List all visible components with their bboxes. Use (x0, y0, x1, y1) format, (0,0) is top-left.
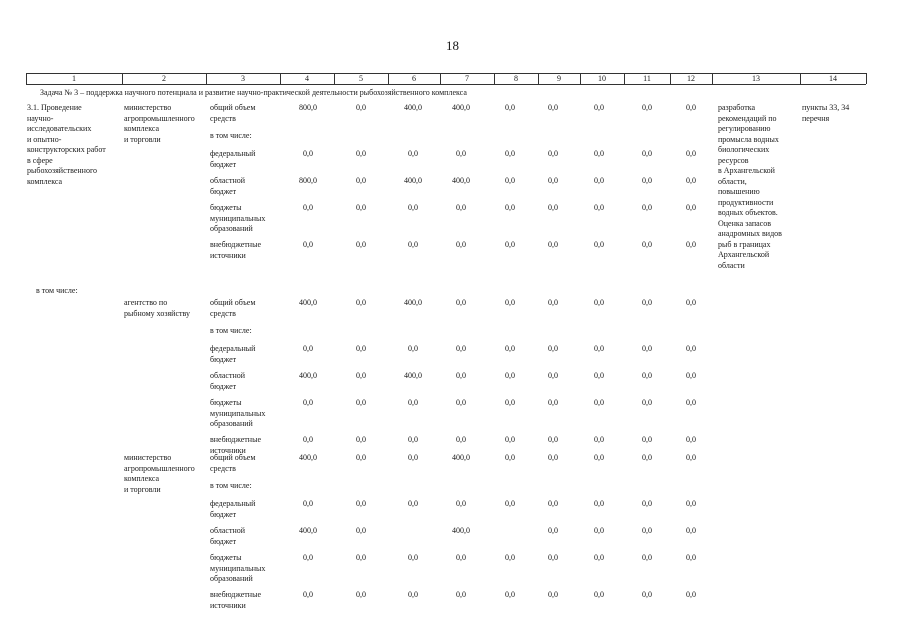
funding-value-cell: 0,0 (642, 240, 652, 249)
funding-value-cell: 0,0 (356, 526, 366, 535)
header-bottom-rule (26, 84, 866, 85)
funding-value-cell: 0,0 (594, 553, 604, 562)
funding-source-label: федеральный (210, 344, 256, 353)
funding-source-label: областной (210, 176, 246, 185)
expected-result: анадромных видов (718, 229, 782, 238)
funding-value-cell: 400,0 (404, 103, 422, 112)
reference-text: перечня (802, 113, 830, 123)
funding-value-cell: 0,0 (594, 176, 604, 185)
funding-value-cell: 0,0 (642, 553, 652, 562)
funding-value-cell: 0,0 (548, 298, 558, 307)
funding-value-cell: 0,0 (303, 203, 313, 212)
expected-result: области (718, 260, 745, 270)
funding-value-cell: 0,0 (505, 149, 515, 158)
funding-value-cell: 0,0 (408, 553, 418, 562)
funding-source-label: образований (210, 224, 253, 233)
funding-value-cell: 0,0 (303, 398, 313, 407)
funding-value-cell: 0,0 (642, 203, 652, 212)
funding-value-cell: 0,0 (686, 298, 696, 307)
funding-value-cell: 0,0 (594, 590, 604, 599)
funding-value-cell: 0,0 (642, 344, 652, 353)
funding-value-cell: 0,0 (356, 590, 366, 599)
funding-value-cell: 0,0 (456, 344, 466, 353)
executor-name: агропромышленного (124, 113, 195, 123)
funding-value-cell: 800,0 (299, 103, 317, 112)
funding-value-cell: 0,0 (548, 103, 558, 112)
funding-value-cell: 0,0 (642, 499, 652, 508)
in-that-number-label: в том числе: (36, 286, 78, 295)
funding-value-cell: 0,0 (548, 344, 558, 353)
measure-name: в сфере (27, 155, 53, 165)
funding-value-cell: 0,0 (408, 435, 418, 444)
funding-value-cell: 400,0 (299, 526, 317, 535)
funding-value-cell: 0,0 (356, 499, 366, 508)
expected-result: Архангельской (718, 250, 770, 259)
funding-value-cell: 0,0 (642, 435, 652, 444)
funding-source-label: внебюджетные (210, 240, 261, 249)
funding-value-cell: 0,0 (686, 590, 696, 599)
funding-source-label: источники (210, 445, 246, 455)
header-cell: 3 (241, 74, 245, 83)
funding-value-cell: 0,0 (356, 344, 366, 353)
header-cell: 5 (359, 74, 363, 83)
funding-source-label: бюджеты (210, 398, 242, 407)
funding-source-label: средств (210, 463, 236, 473)
expected-result: в Архангельской (718, 166, 775, 175)
header-cell: 4 (305, 74, 309, 83)
funding-value-cell: 0,0 (456, 203, 466, 212)
funding-value-cell: 0,0 (686, 176, 696, 185)
funding-value-cell: 0,0 (548, 590, 558, 599)
funding-value-cell: 0,0 (548, 453, 558, 462)
executor-name: рыбному хозяйству (124, 308, 191, 318)
funding-value-cell: 0,0 (505, 499, 515, 508)
funding-value-cell: 0,0 (505, 553, 515, 562)
measure-name: рыбохозяйственного (27, 166, 98, 175)
header-cell: 7 (465, 74, 469, 83)
executor-name: комплекса (124, 124, 160, 133)
funding-value-cell: 0,0 (686, 499, 696, 508)
funding-source-label: муниципальных (210, 213, 266, 223)
funding-source-label: средств (210, 113, 236, 123)
funding-value-cell: 0,0 (303, 499, 313, 508)
funding-value-cell: 0,0 (594, 240, 604, 249)
expected-result: Оценка запасов (718, 218, 771, 228)
funding-value-cell: 0,0 (408, 499, 418, 508)
funding-value-cell: 0,0 (456, 371, 466, 380)
funding-source-label: источники (210, 250, 246, 260)
funding-value-cell: 0,0 (594, 103, 604, 112)
funding-value-cell: 0,0 (356, 453, 366, 462)
funding-value-cell: 0,0 (505, 590, 515, 599)
funding-source-label: общий объем (210, 453, 256, 462)
expected-result: биологических (718, 145, 770, 154)
funding-value-cell: 0,0 (505, 203, 515, 212)
funding-source-label: бюджет (210, 159, 237, 169)
executor-name: агропромышленного (124, 463, 195, 473)
funding-value-cell: 0,0 (456, 435, 466, 444)
expected-result: промысла водных (718, 134, 779, 144)
funding-value-cell: 0,0 (408, 398, 418, 407)
funding-value-cell: 0,0 (456, 298, 466, 307)
funding-value-cell: 0,0 (303, 240, 313, 249)
funding-value-cell: 0,0 (303, 149, 313, 158)
funding-value-cell: 400,0 (404, 298, 422, 307)
funding-value-cell: 0,0 (686, 203, 696, 212)
funding-value-cell: 0,0 (356, 553, 366, 562)
funding-value-cell: 0,0 (505, 344, 515, 353)
funding-value-cell: 0,0 (548, 149, 558, 158)
funding-value-cell: 800,0 (299, 176, 317, 185)
funding-value-cell: 0,0 (686, 435, 696, 444)
funding-source-label: бюджеты (210, 203, 242, 212)
funding-source-label: в том числе: (210, 326, 252, 335)
funding-value-cell: 0,0 (642, 590, 652, 599)
funding-value-cell: 0,0 (505, 298, 515, 307)
funding-value-cell: 0,0 (505, 398, 515, 407)
funding-value-cell: 0,0 (686, 553, 696, 562)
funding-source-label: муниципальных (210, 563, 266, 573)
funding-value-cell: 0,0 (505, 371, 515, 380)
executor-name: министерство (124, 103, 172, 112)
funding-source-label: внебюджетные (210, 435, 261, 444)
funding-source-label: бюджет (210, 536, 237, 546)
funding-value-cell: 0,0 (356, 240, 366, 249)
funding-value-cell: 0,0 (686, 453, 696, 462)
funding-value-cell: 400,0 (452, 453, 470, 462)
expected-result: области, (718, 176, 747, 186)
funding-value-cell: 0,0 (303, 553, 313, 562)
funding-value-cell: 0,0 (356, 203, 366, 212)
funding-value-cell: 0,0 (548, 371, 558, 380)
funding-value-cell: 400,0 (452, 176, 470, 185)
header-cell: 6 (412, 74, 416, 83)
funding-value-cell: 0,0 (642, 371, 652, 380)
funding-value-cell: 0,0 (594, 344, 604, 353)
funding-value-cell: 400,0 (404, 176, 422, 185)
executor-name: агентство по (124, 298, 168, 307)
funding-value-cell: 0,0 (408, 149, 418, 158)
funding-value-cell: 0,0 (686, 526, 696, 535)
funding-value-cell: 0,0 (594, 453, 604, 462)
measure-name: и опытно- (27, 134, 62, 144)
funding-source-label: общий объем (210, 103, 256, 112)
expected-result: рыб в границах (718, 239, 771, 249)
funding-source-label: федеральный (210, 149, 256, 158)
funding-value-cell: 0,0 (548, 203, 558, 212)
funding-value-cell: 0,0 (356, 176, 366, 185)
funding-source-label: областной (210, 526, 246, 535)
funding-value-cell: 0,0 (456, 553, 466, 562)
funding-value-cell: 0,0 (642, 149, 652, 158)
funding-value-cell: 0,0 (686, 371, 696, 380)
header-cell: 12 (687, 74, 695, 83)
header-cell: 14 (829, 74, 837, 83)
funding-value-cell: 0,0 (408, 203, 418, 212)
executor-name: и торговли (124, 134, 161, 144)
funding-source-label: областной (210, 371, 246, 380)
funding-source-label: образований (210, 574, 253, 583)
funding-value-cell: 400,0 (404, 371, 422, 380)
task-row: Задача № 3 – поддержка научного потенциала и развитие научно-практической деятельности рыбохозяйственного комплекса (40, 88, 467, 97)
funding-value-cell: 0,0 (642, 398, 652, 407)
funding-value-cell: 0,0 (505, 453, 515, 462)
measure-name: конструкторских работ (27, 145, 106, 154)
expected-result: регулированию (718, 124, 771, 133)
funding-source-label: бюджет (210, 381, 237, 391)
funding-value-cell: 0,0 (594, 435, 604, 444)
funding-value-cell: 0,0 (642, 298, 652, 307)
funding-value-cell: 0,0 (456, 398, 466, 407)
funding-value-cell: 0,0 (686, 344, 696, 353)
header-column-divider (866, 73, 867, 84)
funding-source-label: в том числе: (210, 481, 252, 490)
funding-value-cell: 0,0 (356, 298, 366, 307)
executor-name: министерство (124, 453, 172, 462)
funding-source-label: источники (210, 600, 246, 610)
measure-name: исследовательских (27, 124, 92, 133)
funding-source-label: бюджет (210, 509, 237, 519)
funding-value-cell: 0,0 (642, 453, 652, 462)
funding-value-cell: 0,0 (505, 240, 515, 249)
funding-value-cell: 400,0 (452, 103, 470, 112)
funding-value-cell: 400,0 (299, 298, 317, 307)
funding-value-cell: 0,0 (456, 149, 466, 158)
header-cell: 1 (72, 74, 76, 83)
funding-value-cell: 0,0 (505, 176, 515, 185)
funding-source-label: бюджет (210, 354, 237, 364)
header-cell: 13 (752, 74, 760, 83)
funding-value-cell: 0,0 (408, 344, 418, 353)
funding-value-cell: 0,0 (408, 590, 418, 599)
funding-value-cell: 0,0 (594, 526, 604, 535)
expected-result: водных объектов. (718, 208, 778, 217)
header-cell: 10 (598, 74, 606, 83)
funding-value-cell: 0,0 (594, 149, 604, 158)
executor-name: и торговли (124, 484, 161, 494)
funding-value-cell: 0,0 (356, 398, 366, 407)
header-cell: 11 (643, 74, 651, 83)
funding-value-cell: 0,0 (548, 526, 558, 535)
funding-value-cell: 0,0 (456, 499, 466, 508)
funding-value-cell: 0,0 (686, 103, 696, 112)
measure-name: комплекса (27, 176, 63, 186)
funding-value-cell: 0,0 (303, 344, 313, 353)
measure-name: научно- (27, 113, 54, 123)
funding-value-cell: 0,0 (548, 240, 558, 249)
funding-value-cell: 0,0 (505, 435, 515, 444)
executor-name: комплекса (124, 474, 160, 483)
page-number: 18 (446, 38, 459, 53)
funding-source-label: в том числе: (210, 131, 252, 140)
measure-name: 3.1. Проведение (27, 103, 82, 112)
funding-value-cell: 0,0 (548, 499, 558, 508)
expected-result: повышению (718, 187, 760, 196)
funding-value-cell: 400,0 (452, 526, 470, 535)
funding-value-cell: 0,0 (456, 240, 466, 249)
funding-value-cell: 0,0 (356, 103, 366, 112)
funding-value-cell: 0,0 (594, 298, 604, 307)
funding-value-cell: 0,0 (356, 371, 366, 380)
funding-source-label: федеральный (210, 499, 256, 508)
funding-value-cell: 0,0 (686, 240, 696, 249)
header-cell: 8 (514, 74, 518, 83)
header-cell: 9 (557, 74, 561, 83)
funding-value-cell: 0,0 (356, 435, 366, 444)
funding-value-cell: 0,0 (686, 398, 696, 407)
funding-value-cell: 0,0 (594, 203, 604, 212)
funding-value-cell: 0,0 (303, 590, 313, 599)
funding-value-cell: 0,0 (548, 398, 558, 407)
funding-value-cell: 400,0 (299, 371, 317, 380)
header-cell: 2 (162, 74, 166, 83)
expected-result: продуктивности (718, 197, 774, 207)
funding-value-cell: 0,0 (594, 398, 604, 407)
funding-source-label: бюджет (210, 186, 237, 196)
funding-value-cell: 0,0 (456, 590, 466, 599)
funding-source-label: общий объем (210, 298, 256, 307)
expected-result: ресурсов (718, 155, 749, 165)
funding-value-cell: 0,0 (548, 553, 558, 562)
funding-value-cell: 0,0 (594, 499, 604, 508)
funding-value-cell: 0,0 (356, 149, 366, 158)
funding-value-cell: 0,0 (642, 176, 652, 185)
funding-value-cell: 0,0 (686, 149, 696, 158)
expected-result: рекомендаций по (718, 113, 777, 123)
funding-value-cell: 0,0 (408, 453, 418, 462)
funding-source-label: муниципальных (210, 408, 266, 418)
funding-value-cell: 0,0 (548, 435, 558, 444)
funding-value-cell: 0,0 (594, 371, 604, 380)
reference-text: пункты 33, 34 (802, 103, 850, 112)
funding-source-label: бюджеты (210, 553, 242, 562)
funding-value-cell: 0,0 (642, 526, 652, 535)
funding-value-cell: 0,0 (408, 240, 418, 249)
funding-value-cell: 400,0 (299, 453, 317, 462)
funding-source-label: внебюджетные (210, 590, 261, 599)
funding-value-cell: 0,0 (642, 103, 652, 112)
funding-value-cell: 0,0 (548, 176, 558, 185)
funding-value-cell: 0,0 (303, 435, 313, 444)
funding-value-cell: 0,0 (505, 103, 515, 112)
expected-result: разработка (718, 103, 756, 112)
funding-source-label: средств (210, 308, 236, 318)
funding-source-label: образований (210, 419, 253, 428)
